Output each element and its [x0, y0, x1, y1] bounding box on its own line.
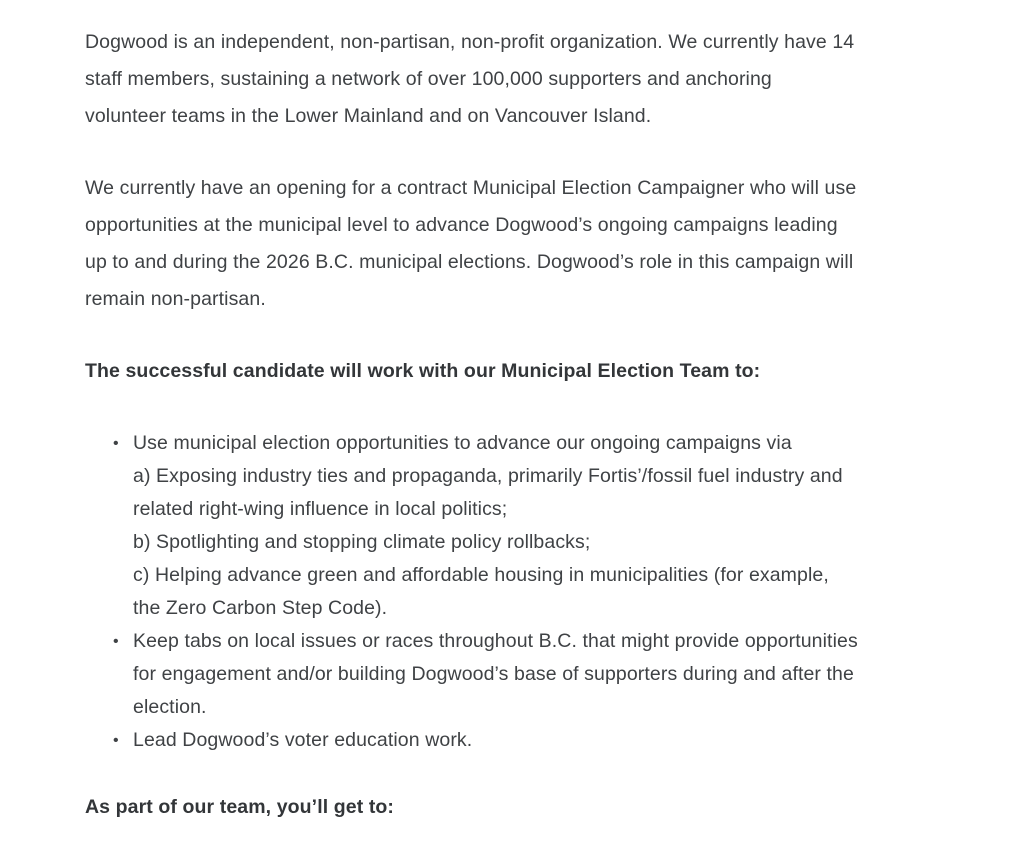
bullet-marker: •	[113, 732, 119, 749]
text-line: for engagement and/or building Dogwood’s base of supporters during and after the	[133, 663, 854, 685]
list-item-text	[133, 427, 964, 625]
text-line: Dogwood is an independent, non-partisan, non-profit organization. We currently have 14	[85, 31, 855, 53]
text-line: We currently have an opening for a contract Municipal Election Campaigner who will use	[85, 177, 857, 199]
team-benefits-heading: As part of our team, you’ll get to:	[85, 796, 395, 818]
text-line: volunteer teams in the Lower Mainland and on Vancouver Island.	[85, 105, 652, 127]
text-line: Use municipal election opportunities to advance our ongoing campaigns via	[133, 432, 792, 454]
list-item-voter-education	[113, 724, 964, 757]
list-item-text	[133, 625, 964, 724]
text-line: the Zero Carbon Step Code).	[133, 597, 388, 619]
responsibilities-list	[85, 427, 964, 757]
text-line: staff members, sustaining a network of over 100,000 supporters and anchoring	[85, 68, 772, 90]
text-line: opportunities at the municipal level to advance Dogwood’s ongoing campaigns leading	[85, 214, 838, 236]
text-line: election.	[133, 696, 207, 718]
list-item-text	[133, 724, 964, 757]
job-opening-paragraph	[85, 170, 964, 318]
text-line: remain non-partisan.	[85, 288, 266, 310]
list-item-local-issues	[113, 625, 964, 724]
text-line: c) Helping advance green and affordable housing in municipalities (for example,	[133, 564, 829, 586]
text-line: up to and during the 2026 B.C. municipal elections. Dogwood’s role in this campaign will	[85, 251, 854, 273]
list-item-campaigns	[113, 427, 964, 625]
text-line: a) Exposing industry ties and propaganda, primarily Fortis’/fossil fuel industry and	[133, 465, 843, 487]
bullet-marker: •	[113, 435, 119, 452]
text-line: b) Spotlighting and stopping climate policy rollbacks;	[133, 531, 591, 553]
text-line: related right-wing influence in local politics;	[133, 498, 508, 520]
text-line: Lead Dogwood’s voter education work.	[133, 729, 473, 751]
candidate-role-heading: The successful candidate will work with our Municipal Election Team to:	[85, 360, 761, 382]
text-line: Keep tabs on local issues or races throughout B.C. that might provide opportunities	[133, 630, 858, 652]
intro-paragraph	[85, 24, 964, 135]
bullet-marker: •	[113, 633, 119, 650]
